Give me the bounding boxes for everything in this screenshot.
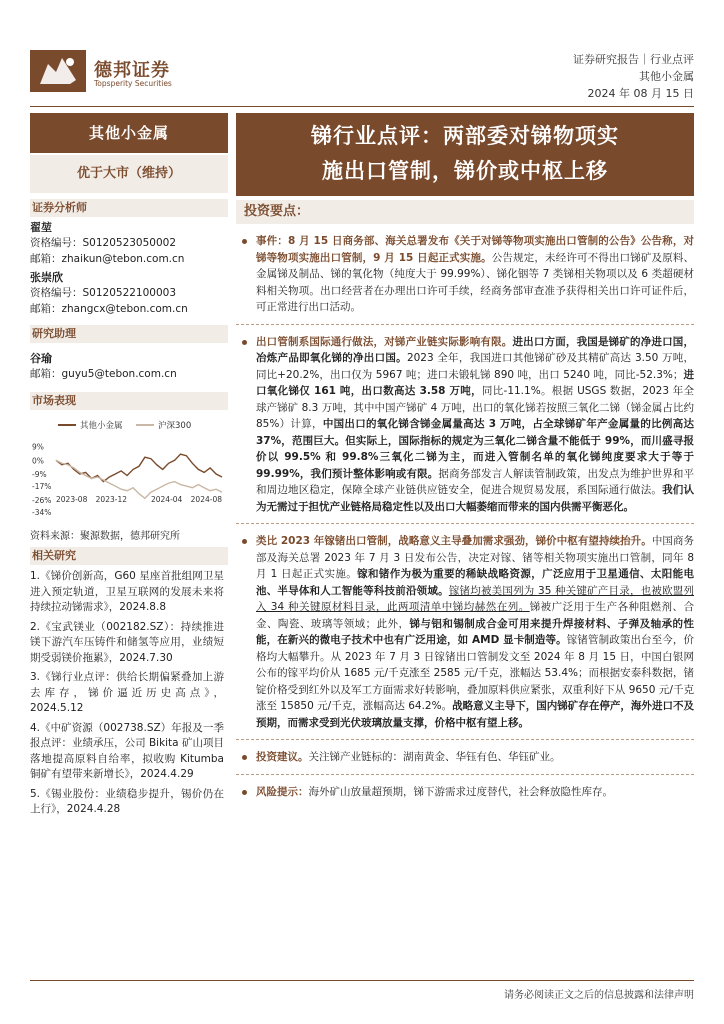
strategic-resource-note: 镓和锗作为极为重要的稀缺战略资源，广泛应用于卫星通信、太阳能电池、半导体和人工智能等科技前沿领域。 <box>256 568 694 597</box>
y-tick-label: -26% <box>32 495 52 505</box>
divider <box>236 774 694 775</box>
risk-label: 风险提示： <box>256 785 309 798</box>
analyst-license: 资格编号：S0120523050002 <box>30 237 177 249</box>
analyst-1 <box>30 220 228 267</box>
bullet-icon <box>242 539 247 544</box>
trade-data: 2023 全年，我国进口其他锑矿砂及其精矿高达 3.50 万吨，同比+20.2%，出口仅为 5967 吨；进口未锻轧锑 890 吨，出口 5240 吨，同比-52.3%； <box>256 352 694 381</box>
analyst-email[interactable]: 邮箱：zhangcx@tebon.com.cn <box>30 303 188 315</box>
bullet-icon <box>242 340 247 345</box>
market-performance-chart <box>30 412 228 527</box>
logo-chinese-name: 德邦证券 <box>94 60 170 81</box>
header-industry: 其他小金属 <box>639 70 694 83</box>
x-tick-label: 2023-08 <box>56 495 88 504</box>
antimony-oxide-trade: 进口氧化锑仅 161 吨，出口数高达 3.58 万吨， <box>256 368 695 397</box>
alloy-applications: 锑与铝和锡制成合金可用来提升焊接材料、子弹及轴承的性能，在新兴的微电子技术中也有广泛用途，如 AMD 显卡制造等。 <box>256 617 695 646</box>
export-control-headline: 出口管制系国际通行做法，对锑产业链实际影响有限。 <box>256 335 513 348</box>
investment-advice-text: 关注锑产业链标的：湖南黄金、华钰有色、华钰矿业。 <box>308 751 561 763</box>
event-detail: 公告规定，未经许可不得出口锑矿及原料、金属锑及制品、锑的氧化物（纯度大于 99.99%）、锑化铟等 7 类锑相关物项以及 6 类超硬材料相关物项。出口经营者在办理出口许可手续，经商务部审查准予获得相关出口许可证件后，可正常进行出口活动。 <box>256 251 694 313</box>
logo-english-name: Topsperity Securities <box>94 79 172 88</box>
price-history: 镓锗管制政策出台至今，价格均大幅攀升。从 2023 年 7 月 3 日镓锗出口管制发文至 2024 年 8 月 15 日，中国白银网公布的镓平均价从 1685 元/千克涨至 2585 元/千克，涨幅达 53.4%；而根据安泰科数据，锗锭价格受到红外以及军工方面需求好转影响，叠加原料供应紧张，双重利好下从 9650 元/千克涨至 15850 元/千克，涨幅高达 64.2%。 <box>256 634 695 712</box>
company-logo <box>30 50 200 95</box>
x-tick-label: 2023-12 <box>95 495 128 504</box>
legend-label: 其他小金属 <box>80 421 123 431</box>
related-research-item[interactable]: 4.《中矿资源（002738.SZ）年报及一季报点评：业绩承压，公司 Bikita 矿山项目落地提高原料自给率，拟收购 Kitumba 铜矿有望带来新增长》，2024.4.29 <box>30 721 224 780</box>
investment-advice-label: 投资建议。 <box>256 751 309 763</box>
analyst-email[interactable]: 邮箱：zhaikun@tebon.com.cn <box>30 253 185 265</box>
divider <box>236 523 694 524</box>
paragraph-risk <box>236 784 694 801</box>
related-research-item[interactable]: 1.《锑价创新高，G60 星座首批组网卫星进入预定轨道，卫星互联网的发展未来将持续拉动锑需求》，2024.8.8 <box>30 570 224 613</box>
report-type: 证券研究报告｜行业点评 <box>573 53 694 66</box>
divider <box>236 324 694 325</box>
header-meta <box>573 51 694 102</box>
trade-position: 进出口方面，我国是锑矿的净进口国，冶炼产品即氧化锑的净出口国。 <box>256 335 694 364</box>
sector-label: 其他小金属 <box>30 113 228 153</box>
bullet-icon <box>242 239 247 244</box>
assistant-name: 谷瑜 <box>30 352 52 365</box>
title-line-1: 锑行业点评：两部委对锑物项实 <box>311 124 619 148</box>
y-tick-label: 9% <box>32 442 44 452</box>
x-tick-label: 2024-04 <box>150 495 183 504</box>
bullet-icon <box>242 755 247 760</box>
price-conclusion: 战略意义主导下，国内锑矿存在停产，海外进口不及预期，而需求受到光伏玻璃放量支撑，价格中枢有望上移。 <box>256 700 695 729</box>
logo-mark-icon <box>30 50 86 92</box>
legend-label: 沪深300 <box>158 421 192 431</box>
market-chart-svg <box>30 412 228 527</box>
paragraph-export-control <box>236 334 694 516</box>
critical-minerals-note: 镓锗均被美国列为 35 种关键矿产目录，也被欧盟列入 34 种关键原材料目录，此两项清单中锑均赫然在列。 <box>256 584 694 613</box>
related-section-header: 相关研究 <box>30 547 228 565</box>
gallium-germanium-policy: 中国商务部及海关总署 2023 年 7 月 3 日发布公告，决定对镓、锗等相关物项实施出口管制，同年 8 月 1 日起正式实施。 <box>256 535 695 580</box>
investment-points-header: 投资要点： <box>236 200 694 224</box>
report-title <box>236 113 694 196</box>
analyst-license: 资格编号：S0120522100003 <box>30 287 177 299</box>
usgs-data: 同比-11.1%。根据 USGS 数据，2023 年全球产锑矿 8.3 万吨，其中中国产锑矿 4 万吨，出口的氧化锑若按照三氧化二锑（锑金属占比约 85%）计算， <box>256 385 695 430</box>
series-line <box>56 454 222 481</box>
event-summary: 事件：8 月 15 日商务部、海关总署发布《关于对锑等物项实施出口管制的公告》公告称，对锑等物项实施出口管制，9 月 15 日起正式实施。 <box>256 235 694 264</box>
related-research-list <box>30 569 228 818</box>
main-content <box>236 113 694 800</box>
export-share-analysis: 中国出口的氧化锑含锑金属量高达 3 万吨，占全球锑矿年产金属量的比例高达 37%，范围巨大。但实际上，国际指标的规定为三氧化二锑含量不能低于 99%，而川盛寻报价以 99.5% 和 99.8%三氧化二锑为主，而进入管制名单的氧化锑纯度要求大于等于 99.99%，我们预计整体影响或有限。 <box>256 418 694 480</box>
related-research-item[interactable]: 3.《锑行业点评：供给长期偏紧叠加上游去库存，锑价逼近历史高点》，2024.5.12 <box>30 671 224 714</box>
y-tick-label: 0% <box>32 456 44 466</box>
report-date: 2024 年 08 月 15 日 <box>587 87 694 100</box>
analyst-2 <box>30 270 228 317</box>
assistant-email[interactable]: 邮箱：guyu5@tebon.com.cn <box>30 368 177 380</box>
chart-source-note: 资料来源：聚源数据，德邦研究所 <box>30 531 180 542</box>
paragraph-price-outlook <box>236 533 694 731</box>
bullet-icon <box>242 790 247 795</box>
title-line-2: 施出口管制，锑价或中枢上移 <box>322 159 608 183</box>
y-tick-label: -17% <box>32 482 52 492</box>
export-conclusion: 我们认为无需过于担忧产业链格局稳定性以及出口大幅萎缩而带来的国内供需平衡恶化。 <box>256 484 694 513</box>
market-section-header: 市场表现 <box>30 392 228 410</box>
rating-label: 优于大市（维持） <box>30 155 228 193</box>
related-research-item[interactable]: 2.《宝武镁业（002182.SZ）：持续推进镁下游汽车压铸件和储氢等应用，业绩短期受弱镁价拖累》，2024.7.30 <box>30 620 224 664</box>
y-tick-label: -9% <box>32 469 47 479</box>
analyst-section-header: 证券分析师 <box>30 199 228 217</box>
footer-disclaimer: 请务必阅读正文之后的信息披露和法律声明 <box>504 990 694 1001</box>
price-outlook-headline: 类比 2023 年镓锗出口管制，战略意义主导叠加需求强劲，锑价中枢有望持续抬升。 <box>256 535 652 547</box>
analyst-name: 张崇欣 <box>30 271 63 284</box>
sidebar <box>30 113 228 822</box>
risk-text: 海外矿山放量超预期，锑下游需求过度替代，社会释放隐性库存。 <box>308 785 613 798</box>
antimony-applications: 锑被广泛用于生产各种阻燃剂、合金、陶瓷、玻璃等领域；此外， <box>256 601 694 630</box>
paragraph-investment-advice <box>236 749 694 766</box>
x-tick-label: 2024-08 <box>190 495 222 504</box>
assistant-section-header: 研究助理 <box>30 325 228 343</box>
related-research-item[interactable]: 5.《锡业股份：业绩稳步提升，锡价仍在上行》，2024.4.28 <box>30 787 224 815</box>
divider <box>236 739 694 740</box>
policy-interpretation: 据商务部发言人解读管制政策，出发点为维护世界和平和周边地区稳定，保障全球产业链供应链安全，促进合规贸易发展，系国际通行做法。 <box>256 467 695 496</box>
analyst-name: 翟堃 <box>30 221 52 234</box>
paragraph-event <box>236 233 694 316</box>
y-tick-label: -34% <box>32 508 52 517</box>
footer-divider <box>30 980 694 981</box>
header-divider <box>30 106 694 107</box>
